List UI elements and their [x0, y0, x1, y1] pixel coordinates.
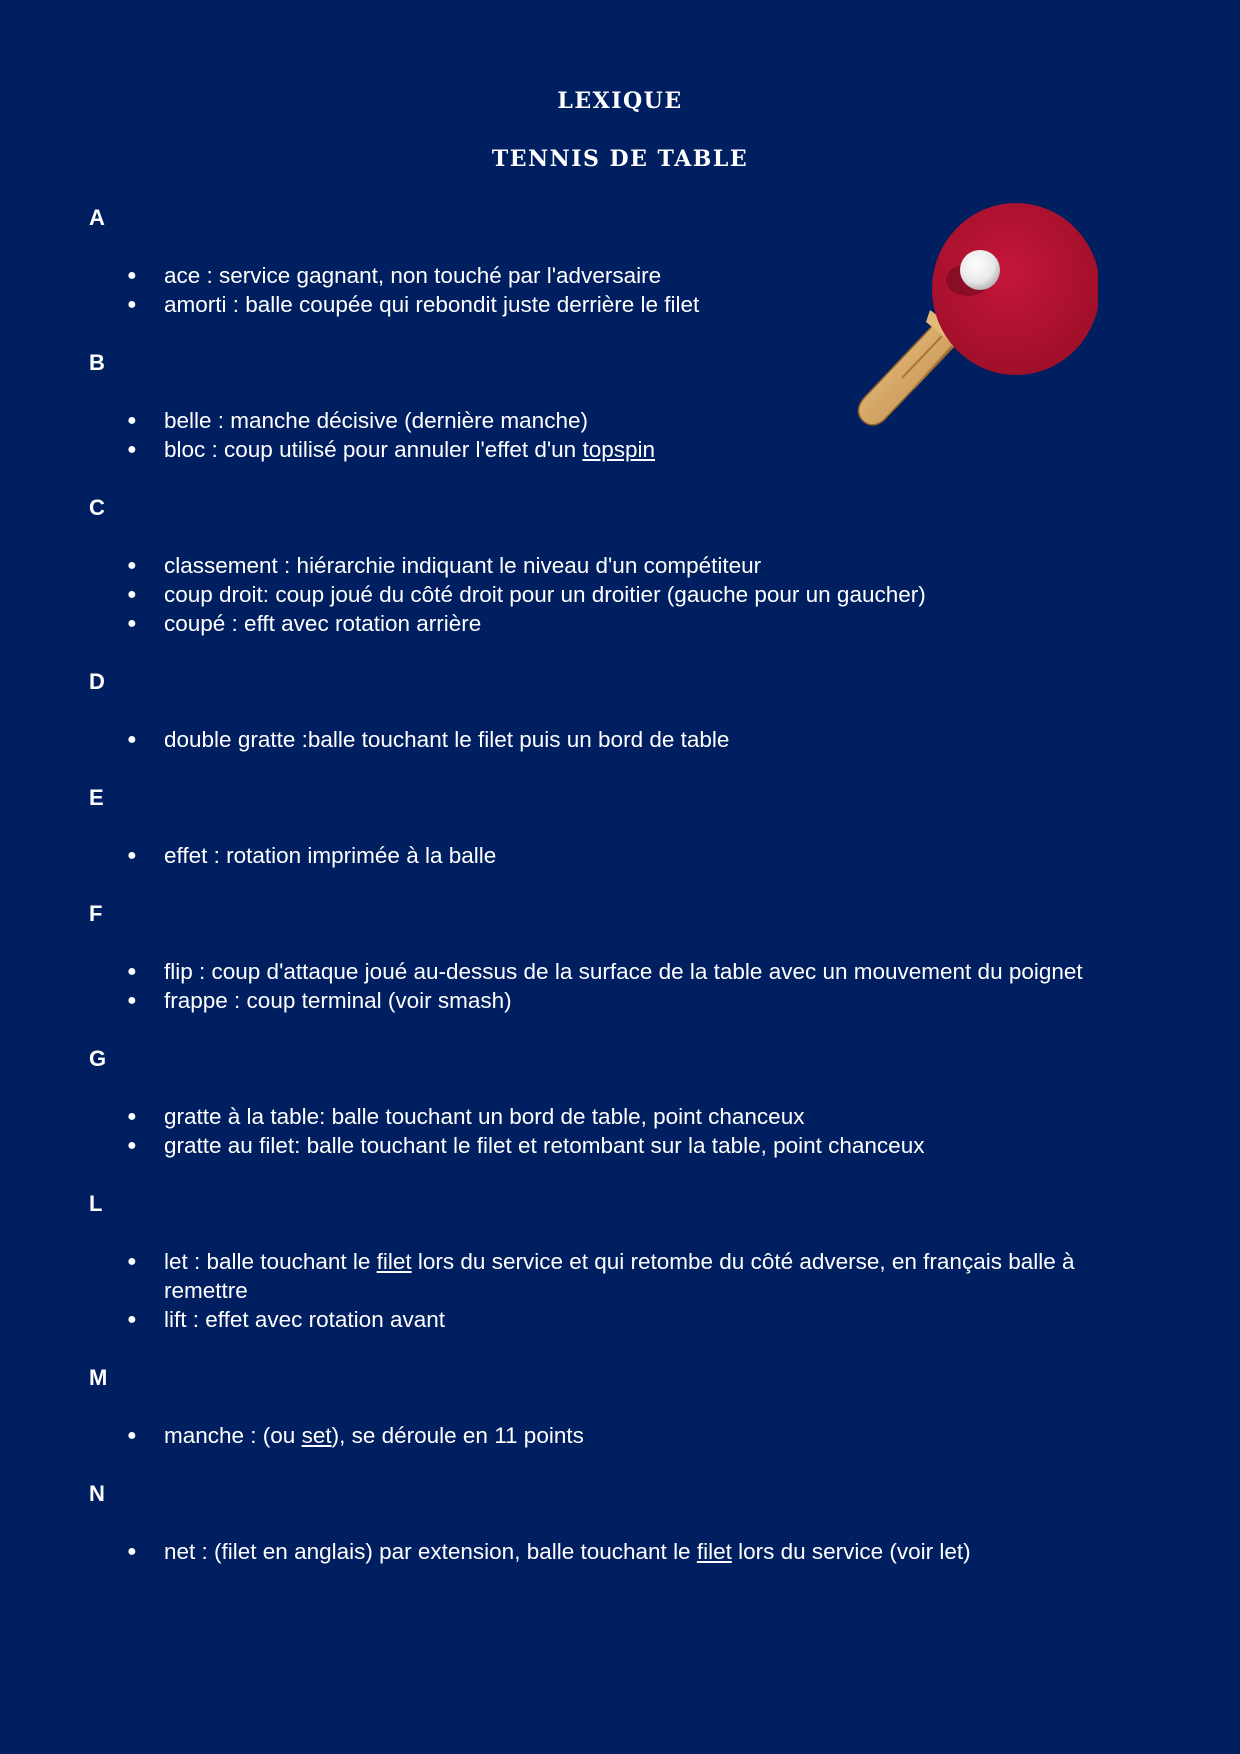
term-text: [164, 437, 655, 462]
section-m: [89, 1363, 1109, 1450]
section-letter: C: [89, 495, 105, 520]
term-text: [164, 1307, 445, 1332]
term-text: [164, 1249, 1075, 1303]
term-text-part: ), se déroule en 11 points: [331, 1423, 584, 1448]
bullet-icon: ●: [127, 847, 137, 864]
term-text: [164, 1539, 971, 1564]
term-list: [89, 841, 1109, 870]
term-text-part: coupé : efft avec rotation arrière: [164, 611, 482, 636]
term-list: [89, 1102, 1109, 1160]
section-b: [89, 348, 1109, 464]
term-list: [89, 1537, 1109, 1566]
term-item: [89, 261, 1109, 290]
section-a: [89, 203, 1109, 319]
term-text-part: gratte à la table: balle touchant un bord de table, point chanceux: [164, 1104, 805, 1129]
term-list: [89, 406, 1109, 464]
section-letter: G: [89, 1046, 107, 1071]
term-link[interactable]: set: [301, 1423, 332, 1448]
section-letter: D: [89, 669, 105, 694]
term-text: [164, 988, 512, 1013]
bullet-icon: ●: [127, 1427, 137, 1444]
section-f: [89, 899, 1109, 1015]
term-text: [164, 959, 1083, 984]
term-link[interactable]: filet: [696, 1539, 732, 1564]
section-d: [89, 667, 1109, 754]
term-list: [89, 261, 1109, 319]
section-letter: L: [89, 1191, 103, 1216]
term-text-part: amorti : balle coupée qui rebondit juste derrière le filet: [164, 292, 700, 317]
term-text: [164, 582, 926, 607]
term-list: [89, 725, 1109, 754]
term-text-part: classement : hiérarchie indiquant le niveau d'un compétiteur: [164, 553, 762, 578]
bullet-icon: ●: [127, 412, 137, 429]
term-text: [164, 727, 729, 752]
section-letter: B: [89, 350, 105, 375]
term-text-part: gratte au filet: balle touchant le filet et retombant sur la table, point chanceux: [164, 1133, 925, 1158]
lexicon-content: [89, 203, 1109, 1595]
bullet-icon: ●: [127, 1253, 137, 1270]
section-g: [89, 1044, 1109, 1160]
term-item: [89, 957, 1109, 986]
term-item: [89, 406, 1109, 435]
section-n: [89, 1479, 1109, 1566]
term-text-part: flip : coup d'attaque joué au-dessus de la surface de la table avec un mouvement du poignet: [164, 959, 1083, 984]
bullet-icon: ●: [127, 267, 137, 284]
term-item: [89, 841, 1109, 870]
term-text: [164, 553, 761, 578]
term-item: [89, 1131, 1109, 1160]
term-item: [89, 580, 1109, 609]
term-text: [164, 1104, 804, 1129]
section-c: [89, 493, 1109, 638]
bullet-icon: ●: [127, 992, 137, 1009]
term-text-part: bloc : coup utilisé pour annuler l'effet d'un: [164, 437, 583, 462]
section-l: [89, 1189, 1109, 1334]
term-item: [89, 1247, 1109, 1305]
term-text-part: ace : service gagnant, non touché par l'adversaire: [164, 263, 662, 288]
term-text: [164, 263, 661, 288]
term-link[interactable]: filet: [376, 1249, 412, 1274]
bullet-icon: ●: [127, 296, 137, 313]
term-item: [89, 1102, 1109, 1131]
section-e: [89, 783, 1109, 870]
term-text-part: manche : (ou: [164, 1423, 302, 1448]
term-text: [164, 292, 699, 317]
term-list: [89, 1247, 1109, 1334]
section-letter: F: [89, 901, 103, 926]
bullet-icon: ●: [127, 1543, 137, 1560]
term-item: [89, 986, 1109, 1015]
bullet-icon: ●: [127, 586, 137, 603]
term-item: [89, 1537, 1109, 1566]
term-text-part: double gratte :balle touchant le filet puis un bord de table: [164, 727, 730, 752]
term-text-part: let : balle touchant le: [164, 1249, 377, 1274]
term-item: [89, 290, 1109, 319]
section-letter: A: [89, 205, 105, 230]
term-item: [89, 435, 1109, 464]
bullet-icon: ●: [127, 963, 137, 980]
term-text: [164, 843, 496, 868]
section-letter: N: [89, 1481, 105, 1506]
term-text-part: lift : effet avec rotation avant: [164, 1307, 445, 1332]
term-list: [89, 957, 1109, 1015]
bullet-icon: ●: [127, 1311, 137, 1328]
page-title: LEXIQUE: [557, 88, 683, 114]
bullet-icon: ●: [127, 731, 137, 748]
bullet-icon: ●: [127, 1137, 137, 1154]
term-item: [89, 1305, 1109, 1334]
term-text-part: effet : rotation imprimée à la balle: [164, 843, 497, 868]
term-text-part: lors du service et qui retombe du côté adverse, en français balle à remettre: [164, 1249, 1075, 1303]
bullet-icon: ●: [127, 441, 137, 458]
section-letter: E: [89, 785, 104, 810]
term-item: [89, 1421, 1109, 1450]
term-text: [164, 1133, 924, 1158]
term-text: [164, 408, 588, 433]
term-text-part: coup droit: coup joué du côté droit pour un droitier (gauche pour un gaucher): [164, 582, 926, 607]
term-text-part: frappe : coup terminal (voir smash): [164, 988, 512, 1013]
term-item: [89, 609, 1109, 638]
bullet-icon: ●: [127, 557, 137, 574]
term-item: [89, 551, 1109, 580]
term-list: [89, 1421, 1109, 1450]
section-letter: M: [89, 1365, 108, 1390]
term-text-part: lors du service (voir let): [731, 1539, 971, 1564]
term-text: [164, 1423, 584, 1448]
bullet-icon: ●: [127, 615, 137, 632]
term-link[interactable]: topspin: [582, 437, 656, 462]
bullet-icon: ●: [127, 1108, 137, 1125]
term-text: [164, 611, 481, 636]
term-list: [89, 551, 1109, 638]
page-subtitle: TENNIS DE TABLE: [491, 146, 749, 172]
term-item: [89, 725, 1109, 754]
term-text-part: net : (filet en anglais) par extension, balle touchant le: [164, 1539, 697, 1564]
term-text-part: belle : manche décisive (dernière manche): [164, 408, 588, 433]
